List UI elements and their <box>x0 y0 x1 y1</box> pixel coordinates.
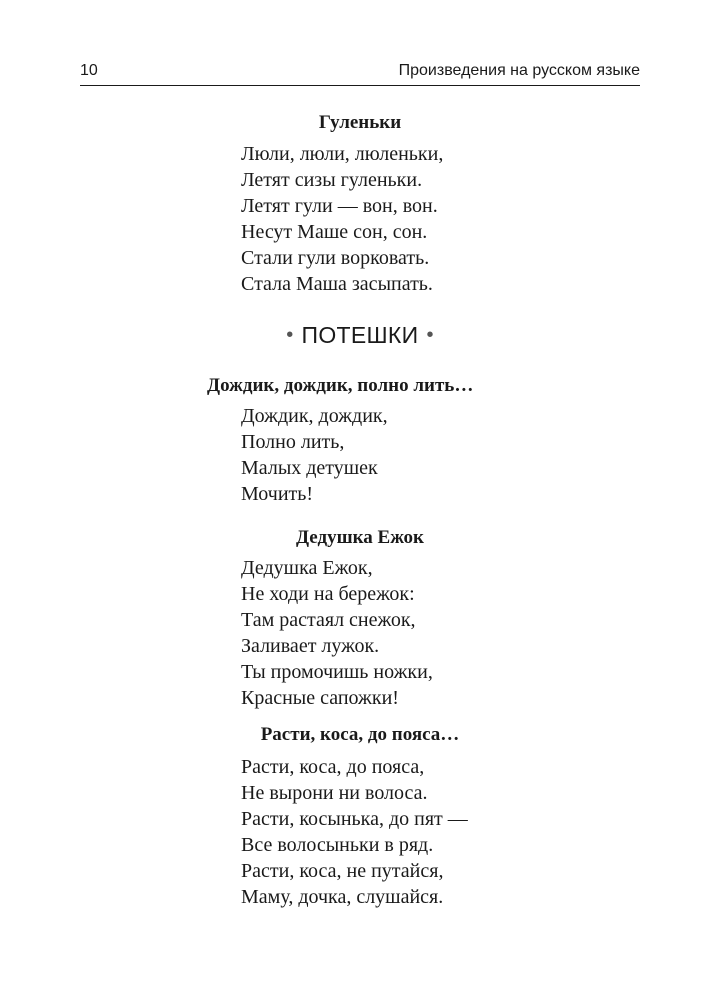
poem-line: Дождик, дождик, <box>241 405 388 427</box>
poem-line: Заливает лужок. <box>241 635 380 657</box>
poem-text-gulenki <box>241 141 443 297</box>
poem-line: Маму, дочка, слушайся. <box>241 886 444 908</box>
page-number: 10 <box>80 62 98 79</box>
poem-line: Мочить! <box>241 483 314 505</box>
poem-line: Малых детушек <box>241 457 378 479</box>
poem-line: Стала Маша засыпать. <box>241 273 433 295</box>
page-header <box>80 55 640 86</box>
bullet-left: • <box>286 324 294 346</box>
poem-line: Несут Маше сон, сон. <box>241 221 428 243</box>
poem-line: Там растаял снежок, <box>241 609 416 631</box>
bullet-right: • <box>426 324 434 346</box>
poem-title-dozhdik: Дождик, дождик, полно лить… <box>207 375 474 396</box>
poem-title-gulenki: Гуленьки <box>318 112 402 133</box>
poem-line: Полно лить, <box>241 431 345 453</box>
poem-line: Люли, люли, люленьки, <box>241 143 444 165</box>
poem-line: Стали гули ворковать. <box>241 247 430 269</box>
poem-line: Красные сапожки! <box>241 687 399 709</box>
poem-line: Расти, коса, не путайся, <box>241 860 444 882</box>
poem-line: Ты промочишь ножки, <box>241 661 433 683</box>
poem-line: Расти, коса, до пояса, <box>241 756 425 778</box>
poem-line: Дедушка Ежок, <box>241 557 373 579</box>
section-heading-poteshki <box>80 322 640 349</box>
section-heading-text: ПОТЕШКИ <box>301 322 419 348</box>
poem-line: Летят сизы гуленьки. <box>241 169 423 191</box>
poem-line: Все волосыньки в ряд. <box>241 834 434 856</box>
poem-text-dedushka-ezhok <box>241 555 433 711</box>
poem-text-rasti-kosa <box>241 754 468 910</box>
poem-title-rasti-kosa: Расти, коса, до пояса… <box>260 724 460 745</box>
running-title: Произведения на русском языке <box>398 62 640 79</box>
poem-title-dedushka-ezhok: Дедушка Ежок <box>296 527 424 548</box>
poem-line: Летят гули — вон, вон. <box>241 195 438 217</box>
poem-text-dozhdik <box>241 403 388 507</box>
poem-line: Не ходи на бережок: <box>241 583 415 605</box>
poem-line: Расти, косынька, до пят — <box>241 808 468 830</box>
poem-line: Не вырони ни волоса. <box>241 782 428 804</box>
